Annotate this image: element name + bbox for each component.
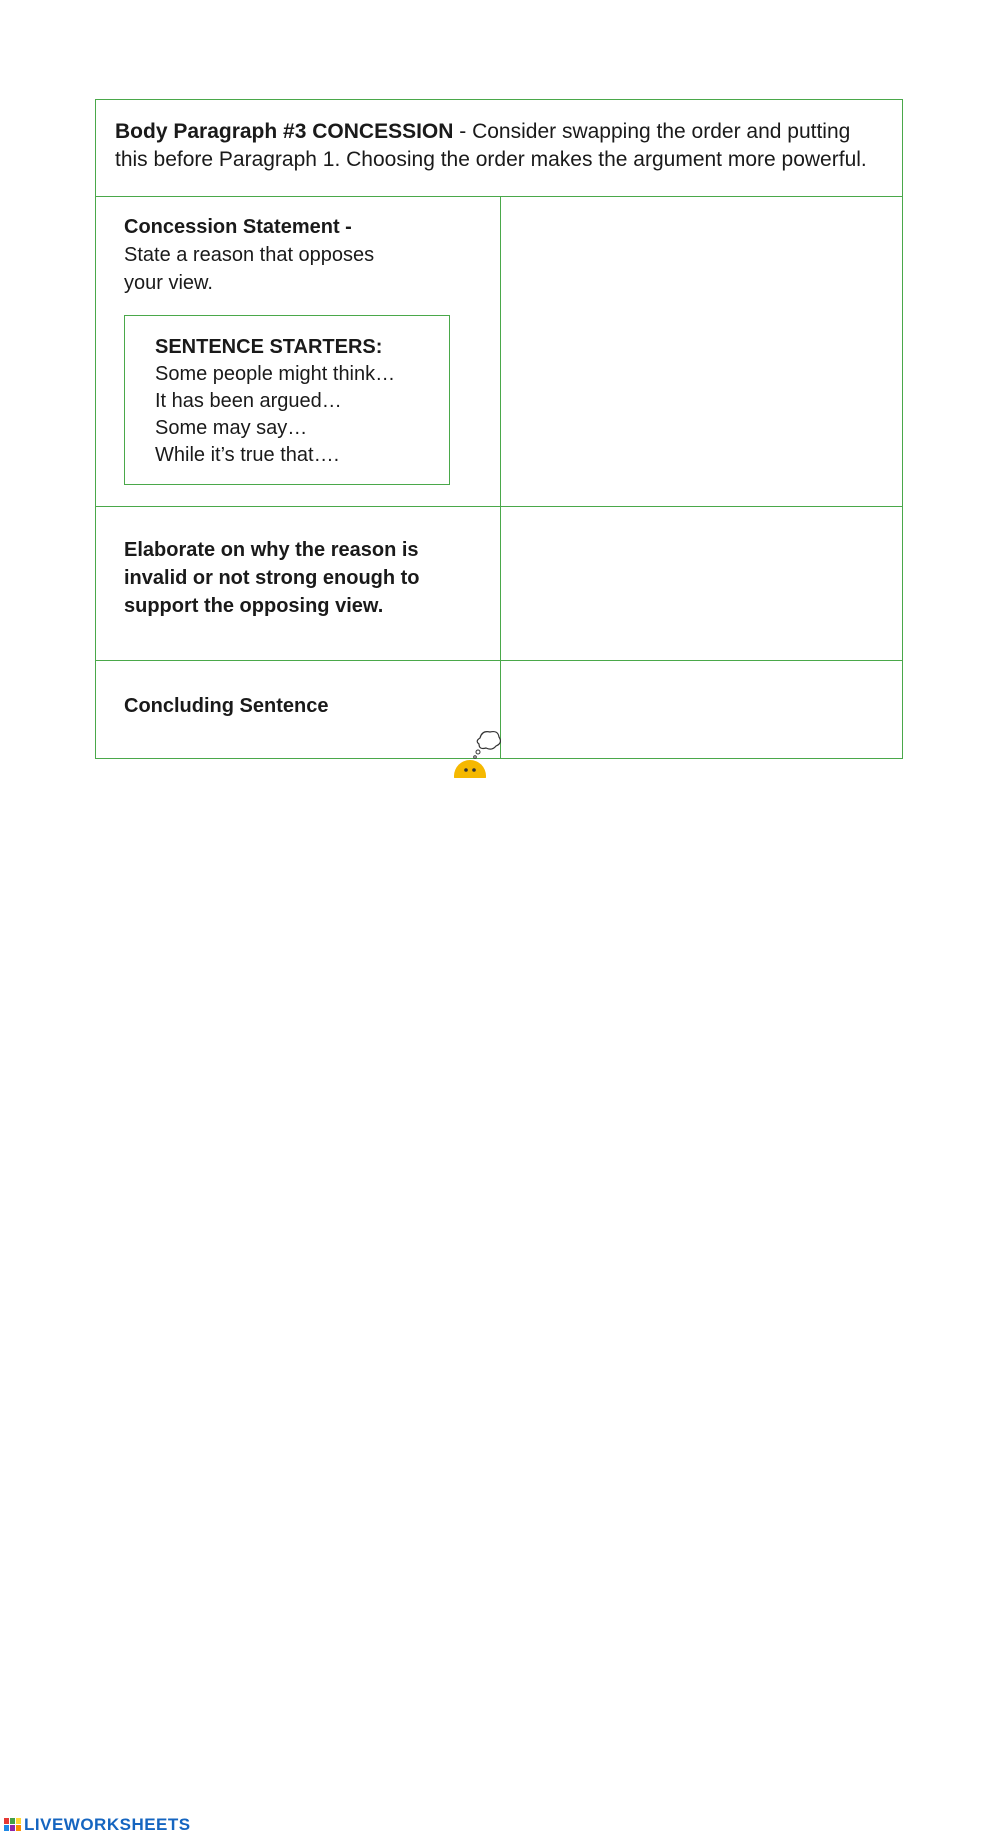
thinking-mascot-icon[interactable] <box>452 728 502 778</box>
concession-answer-input[interactable] <box>502 198 902 505</box>
brand-name: LIVEWORKSHEETS <box>24 1815 191 1834</box>
concluding-answer-input[interactable] <box>502 661 902 759</box>
concession-cell <box>124 213 484 297</box>
elaborate-answer-input[interactable] <box>502 507 902 659</box>
sentence-starters-box <box>124 315 450 485</box>
worksheet-table <box>95 99 903 759</box>
liveworksheets-logo-icon <box>4 1818 22 1832</box>
header-description: - Consider swapping the order and putting this before Paragraph 1. Choosing the order makes the argument more powerful. <box>115 120 867 171</box>
column-divider <box>500 197 501 758</box>
elaborate-cell: Elaborate on why the reason is invalid or not strong enough to support the opposing view. <box>124 539 420 617</box>
worksheet-header <box>96 100 902 197</box>
concluding-cell: Concluding Sentence <box>124 695 329 717</box>
starter-item: Some may say… <box>155 417 308 439</box>
footer-brand[interactable] <box>4 1815 191 1835</box>
concession-description: State a reason that opposes your view. <box>124 244 375 294</box>
starter-item: While it’s true that…. <box>155 444 340 466</box>
concession-title: Concession Statement - <box>124 216 352 238</box>
concession-answer-cell[interactable] <box>502 198 902 505</box>
starter-item: Some people might think… <box>155 363 396 385</box>
starter-item: It has been argued… <box>155 390 342 412</box>
sentence-starters-title: SENTENCE STARTERS: <box>155 336 383 358</box>
elaborate-answer-cell[interactable] <box>502 507 902 659</box>
concluding-answer-cell[interactable] <box>502 661 902 759</box>
header-title: Body Paragraph #3 CONCESSION <box>115 120 454 143</box>
